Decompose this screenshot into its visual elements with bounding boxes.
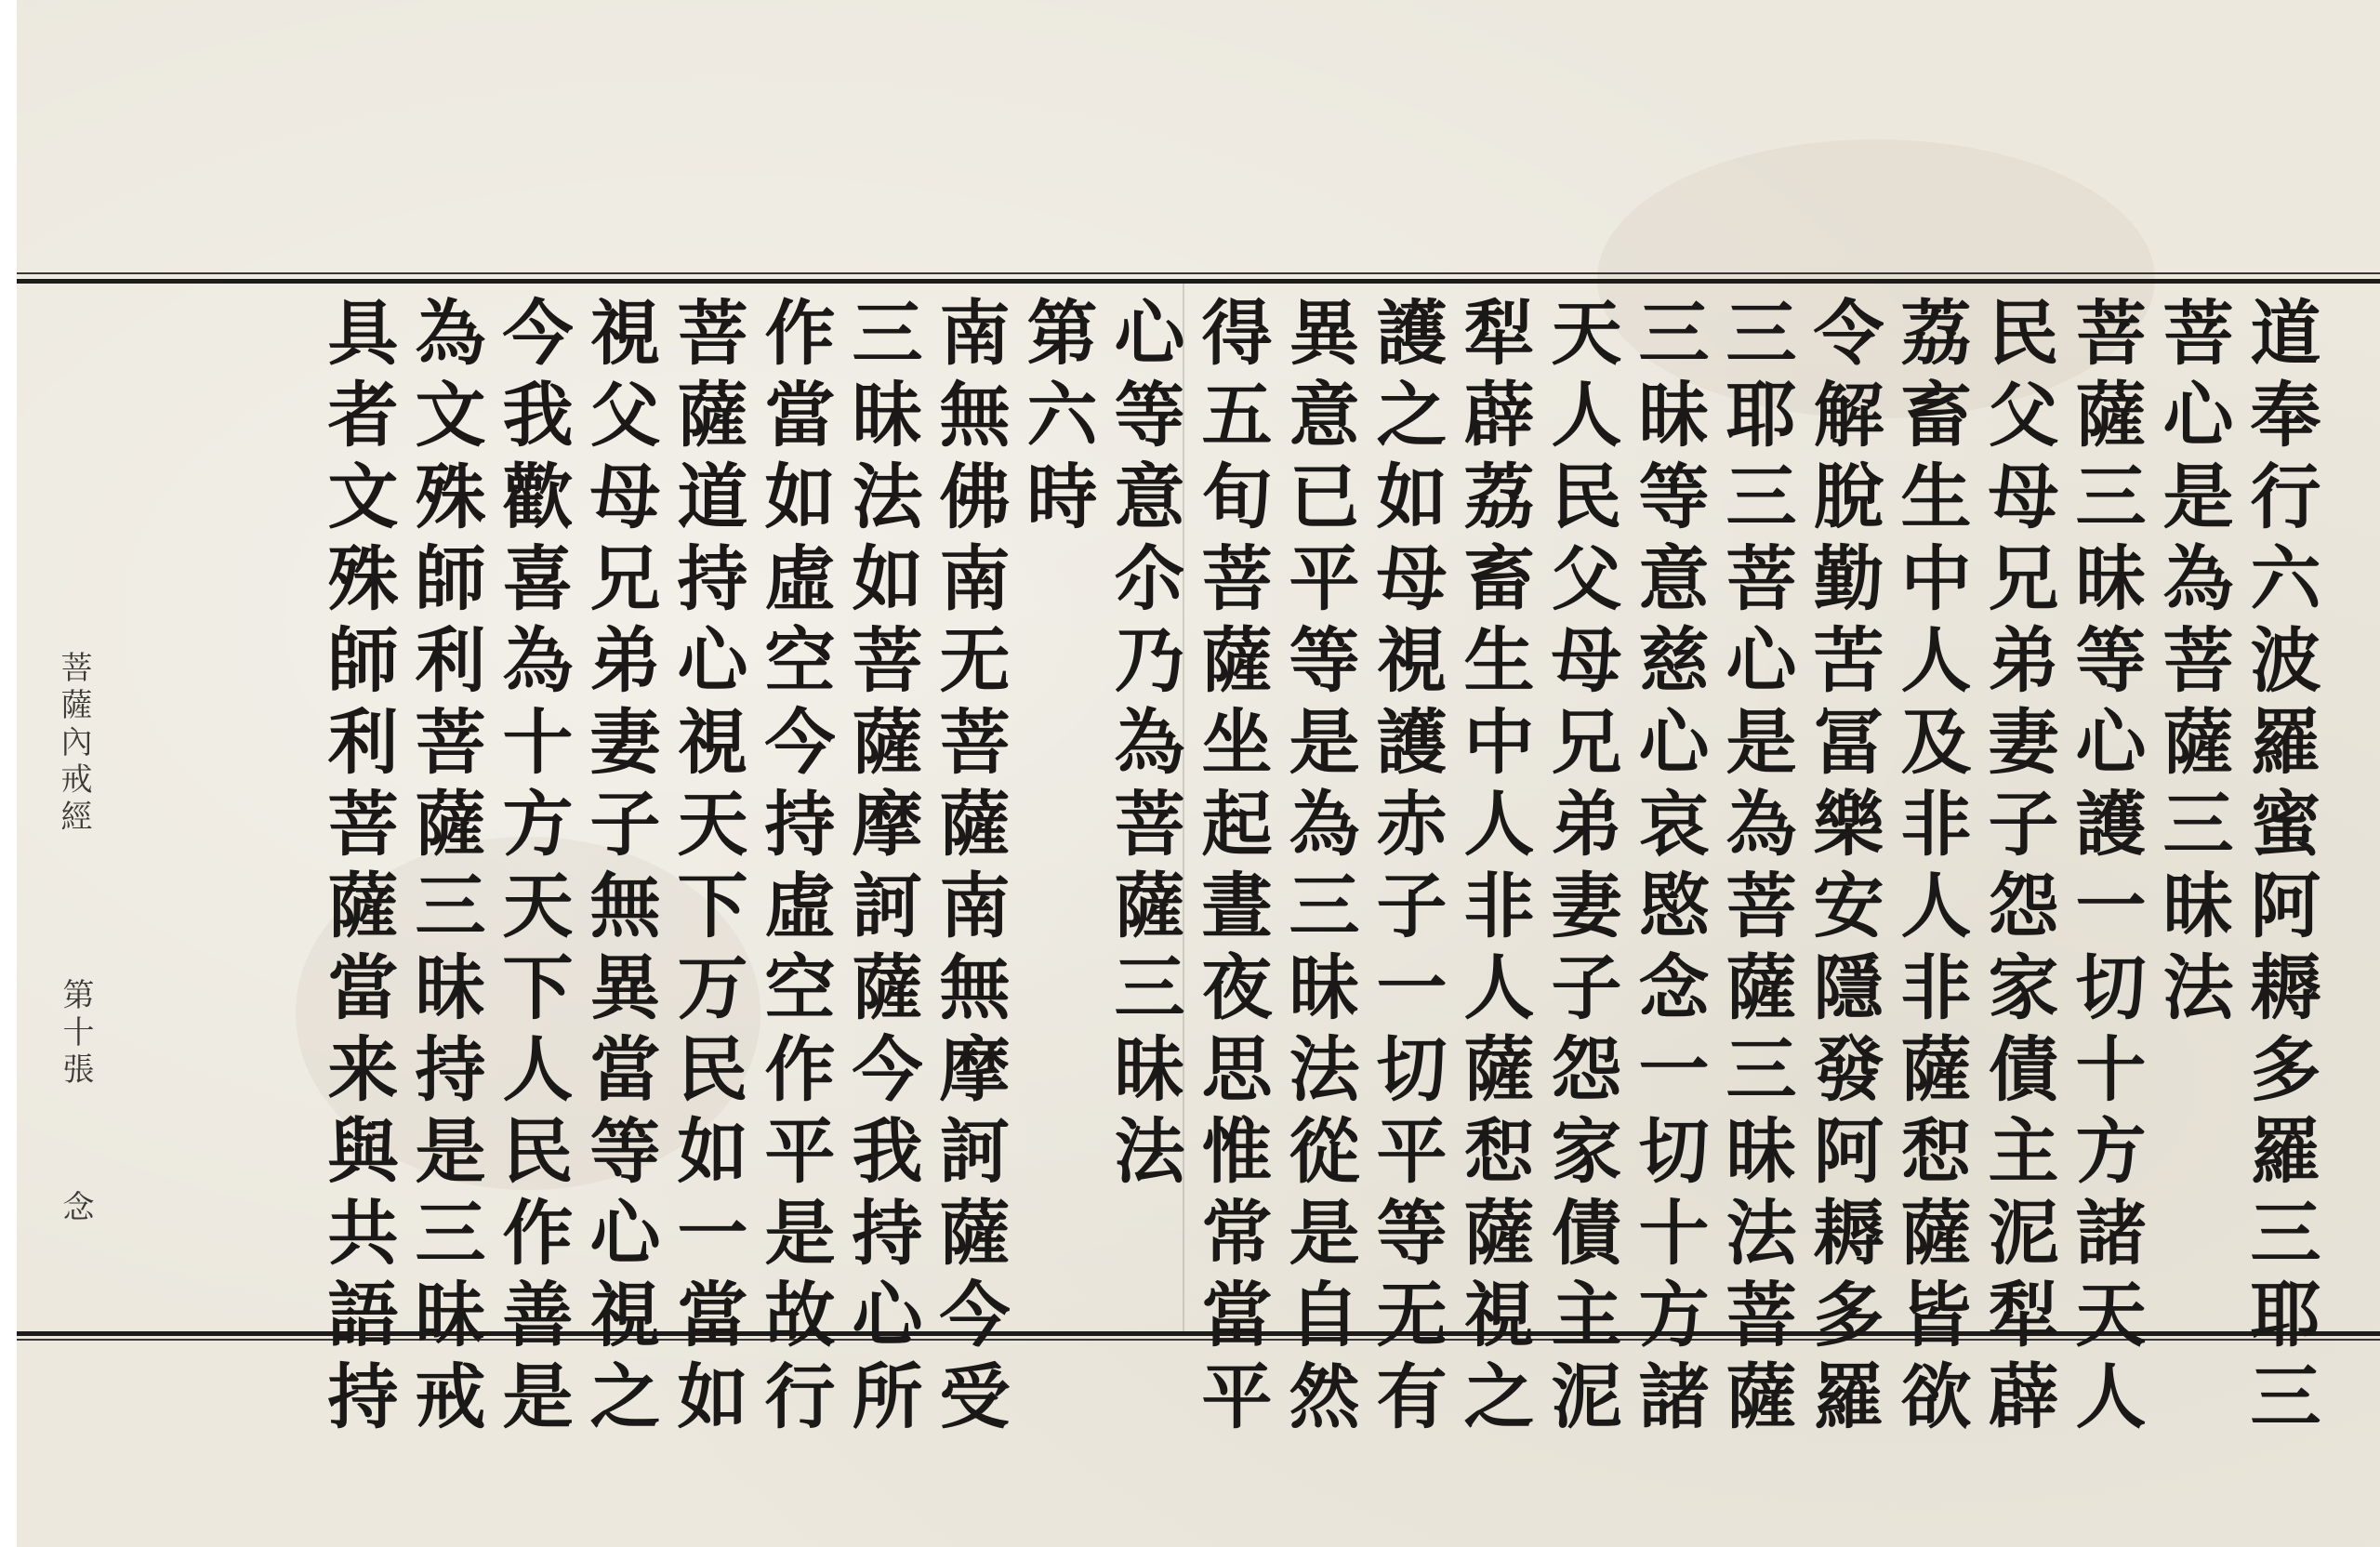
text-column: 三昧法如菩薩摩訶薩今我持心所 xyxy=(840,296,923,1441)
text-column: 道奉行六波羅蜜阿耨多羅三耶三 xyxy=(2239,296,2321,1441)
margin-mark: 念 xyxy=(57,1190,94,1227)
text-column: 荔畜生中人及非人非薩惒薩皆欲 xyxy=(1889,296,1972,1441)
text-column: 天人民父母兄弟妻子怨家債主泥 xyxy=(1540,296,1622,1441)
text-column: 為文殊師利菩薩三昧持是三昧戒 xyxy=(403,296,486,1441)
text-column: 菩薩道持心視天下万民如一當如 xyxy=(666,296,748,1441)
text-column: 得五旬菩薩坐起晝夜思惟常當平 xyxy=(1190,296,1273,1441)
frame-top-thin-rule xyxy=(17,272,2380,274)
frame-top-rule xyxy=(17,279,2380,284)
text-column: 菩薩三昧等心護一切十方諸天人 xyxy=(2064,296,2147,1441)
text-column: 民父母兄弟妻子怨家債主泥犁薜 xyxy=(1977,296,2059,1441)
scan-margin xyxy=(0,0,17,1547)
text-column: 南無佛南无菩薩南無摩訶薩今受 xyxy=(928,296,1011,1441)
text-column: 護之如母視護赤子一切平等无有 xyxy=(1365,296,1448,1441)
margin-sutra-title: 菩薩內戒經 xyxy=(55,651,92,837)
text-column: 作當如虛空今持虛空作平是故行 xyxy=(753,296,836,1441)
margin-page-number: 第十張 xyxy=(57,978,94,1090)
text-column: 令解脫勤苦冨樂安隱發阿耨多羅 xyxy=(1802,296,1884,1441)
text-column: 視父母兄弟妻子無異當等心視之 xyxy=(578,296,661,1441)
text-column: 三耶三菩心是為菩薩三昧法菩薩 xyxy=(1714,296,1797,1441)
text-column: 菩心是為菩薩三昧法 xyxy=(2151,296,2234,1032)
text-column: 具者文殊師利菩薩當来與共語持 xyxy=(316,296,399,1441)
text-column: 心等意尒乃為菩薩三昧法 xyxy=(1103,296,1185,1196)
text-column: 第六時 xyxy=(1015,296,1098,541)
sutra-text xyxy=(316,296,2321,1441)
text-column: 今我歡喜為十方天下人民作善是 xyxy=(491,296,574,1441)
text-column: 異意已平等是為三昧法從是自然 xyxy=(1277,296,1360,1441)
text-column: 犁薜荔畜生中人非人薩惒薩視之 xyxy=(1452,296,1535,1441)
text-column: 三昧等意慈心哀愍念一切十方諸 xyxy=(1627,296,1710,1441)
